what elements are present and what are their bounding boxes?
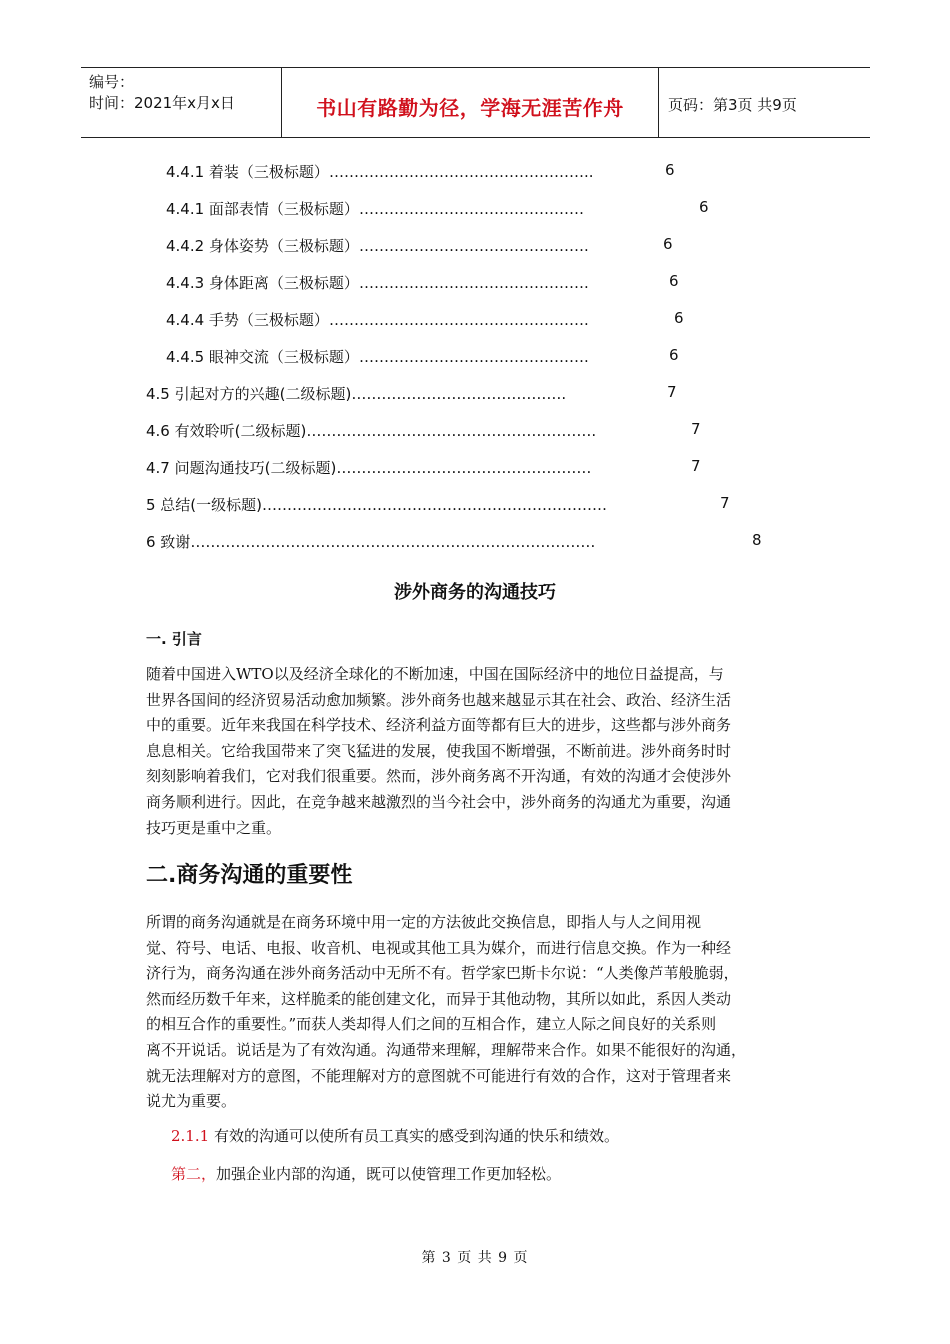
section-heading-intro: 一. 引言 [146,630,202,648]
toc-entry[interactable] [166,272,679,293]
point-second [171,1163,561,1184]
toc-page: 7 [667,383,677,401]
intro-paragraph [146,662,818,841]
motto-text: 书山有路勤为径，学海无涯苦作舟 [316,96,624,120]
header-motto-cell [281,68,659,137]
point-number: 第二， [171,1165,217,1183]
toc-label: 4.4.1 面部表情（三极标题） [166,200,359,218]
toc-dots: …………………………………………….. [328,163,594,181]
paragraph-line: 技巧更是重中之重。 [146,818,282,837]
toc-dots: ………………………………………. [358,348,589,366]
page-footer: 第 3 页 共 9 页 [421,1250,529,1266]
toc-dots: ………………………………………. [358,237,589,255]
toc-page: 6 [669,346,679,364]
paragraph-line: 就无法理解对方的意图，不能理解对方的意图就不可能进行有效的合作，这对于管理者来 [146,1066,732,1085]
paragraph-line: 离不开说话。说话是为了有效沟通。沟通带来理解，理解带来合作。如果不能很好的沟通， [146,1040,747,1059]
toc-entry[interactable] [146,457,701,478]
document-title: 涉外商务的沟通技巧 [394,582,556,603]
toc-dots: ……………………………………………. [328,311,589,329]
toc-page: 7 [691,457,701,475]
toc-label: 5 总结(一级标题) [146,496,263,514]
toc-entry[interactable] [166,309,684,330]
toc-dots: ……………………………………. [351,385,567,403]
toc-label: 4.4.2 身体姿势（三极标题） [166,237,359,255]
number-label: 编号： [89,73,135,91]
toc-entry[interactable] [166,198,709,219]
paragraph-line: 世界各国间的经济贸易活动愈加频繁。涉外商务也越来越显示其在社会、政治、经济生活 [146,690,732,709]
paragraph-line: 的相互合作的重要性。”而获人类却得人们之间的互相合作，建立人际之间良好的关系则 [146,1015,717,1034]
toc-page: 8 [752,531,762,549]
toc-page: 6 [669,272,679,290]
page-header [81,67,870,138]
paragraph-line: 中的重要。近年来我国在科学技术、经济利益方面等都有巨大的进步，这些都与涉外商务 [146,716,732,735]
toc-label: 4.4.4 手势（三极标题） [166,311,329,329]
page-info: 页码：第3页 共9页 [668,96,797,114]
toc-entry[interactable] [166,346,679,367]
toc-dots: ……………………………………………………………………… [190,533,596,551]
toc-page: 6 [674,309,684,327]
toc-label: 4.5 引起对方的兴趣(二级标题) [146,385,352,403]
header-page-cell [658,68,870,137]
paragraph-line: 然而经历数千年来，这样脆柔的能创建文化，而异于其他动物，其所以如此，系因人类动 [146,989,732,1008]
toc-entry[interactable] [146,494,730,515]
toc-label: 4.4.5 眼神交流（三极标题） [166,348,359,366]
toc-dots: …………………………………………… [336,459,592,477]
importance-paragraph [146,910,818,1115]
toc-label: 4.4.1 着装（三极标题） [166,163,329,181]
header-meta-cell [81,68,281,137]
toc-page: 6 [663,235,673,253]
paragraph-line: 随着中国进入WTO以及经济全球化的不断加速，中国在国际经济中的地位日益提高，与 [146,665,724,683]
point-text: 有效的沟通可以使所有员工真实的感受到沟通的快乐和绩效。 [209,1127,619,1145]
paragraph-line: 刻刻影响着我们，它对我们很重要。然而，涉外商务离不开沟通，有效的沟通才会使涉外 [146,767,732,786]
toc-entry[interactable] [166,161,675,182]
toc-page: 6 [699,198,709,216]
toc-dots: …………………………………………………. [306,422,597,440]
toc-page: 6 [665,161,675,179]
toc-entry[interactable] [146,531,762,552]
toc-entry[interactable] [166,235,673,256]
toc-entry[interactable] [146,420,701,441]
section-heading-importance: 二.商务沟通的重要性 [146,863,353,888]
toc-dots: …………………………………………………………… [262,496,608,514]
point-text: 加强企业内部的沟通，既可以使管理工作更加轻松。 [216,1165,562,1183]
toc-page: 7 [720,494,730,512]
toc-label: 6 致谢 [146,533,191,551]
point-2-1-1 [171,1125,619,1146]
toc-page: 7 [691,420,701,438]
toc-label: 4.4.3 身体距离（三极标题） [166,274,359,292]
toc-entry[interactable] [146,383,677,404]
toc-dots: ……………………………………… [358,200,584,218]
time-label: 时间：2021年x月x日 [89,94,235,112]
paragraph-line: 息息相关。它给我国带来了突飞猛进的发展，使我国不断增强，不断前进。涉外商务时时 [146,741,732,760]
paragraph-line: 说尤为重要。 [146,1092,237,1111]
toc-label: 4.6 有效聆听(二级标题) [146,422,307,440]
toc-dots: ………………………………………. [358,274,589,292]
paragraph-line: 所谓的商务沟通就是在商务环境中用一定的方法彼此交换信息，即指人与人之间用视 [146,913,702,931]
paragraph-line: 觉、符号、电话、电报、收音机、电视或其他工具为媒介，而进行信息交换。作为一种经 [146,938,732,957]
paragraph-line: 商务顺利进行。因此，在竞争越来越激烈的当今社会中，涉外商务的沟通尤为重要，沟通 [146,792,732,811]
point-number: 2.1.1 [171,1127,210,1145]
toc-label: 4.7 问题沟通技巧(二级标题) [146,459,337,477]
paragraph-line: 济行为，商务沟通在涉外商务活动中无所不有。哲学家巴斯卡尔说：“人类像芦苇般脆弱， [146,964,739,983]
